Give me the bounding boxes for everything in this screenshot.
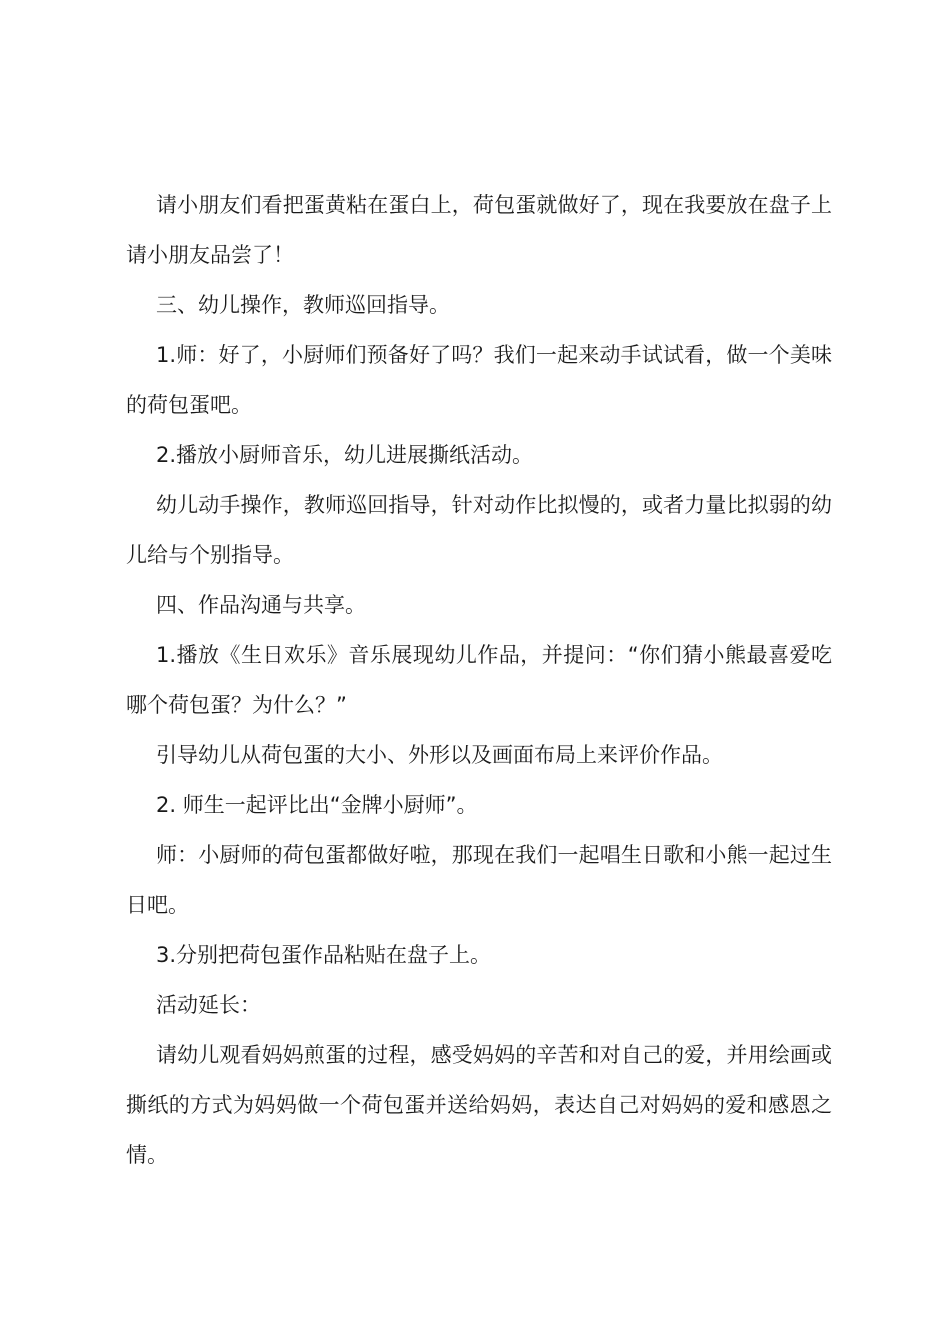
section-heading-extension: 活动延长： xyxy=(156,993,261,1017)
paragraph-show-works: 1.播放《生日欢乐》音乐展现幼儿作品，并提问：“你们猜小熊最喜爱吃哪个荷包蛋？为什么？” xyxy=(126,643,832,717)
section-heading-children-operate: 三、幼儿操作，教师巡回指导。 xyxy=(156,293,450,317)
paragraph-individual-guidance: 幼儿动手操作，教师巡回指导，针对动作比拟慢的，或者力量比拟弱的幼儿给与个别指导。 xyxy=(126,493,832,567)
paragraph-extension-activity: 请幼儿观看妈妈煎蛋的过程，感受妈妈的辛苦和对自己的爱，并用绘画或撕纸的方式为妈妈做一个荷包蛋并送给妈妈，表达自己对妈妈的爱和感恩之情。 xyxy=(126,1043,832,1167)
paragraph-teacher-prompt: 1.师：好了，小厨师们预备好了吗？我们一起来动手试试看，做一个美味的荷包蛋吧。 xyxy=(126,343,832,417)
paragraph-evaluate-works: 引导幼儿从荷包蛋的大小、外形以及画面布局上来评价作品。 xyxy=(156,743,723,767)
paragraph-paste-works: 3.分别把荷包蛋作品粘贴在盘子上。 xyxy=(156,943,492,967)
paragraph-birthday-song: 师：小厨师的荷包蛋都做好啦，那现在我们一起唱生日歌和小熊一起过生日吧。 xyxy=(126,843,832,917)
paragraph-serve-egg: 请小朋友们看把蛋黄粘在蛋白上，荷包蛋就做好了，现在我要放在盘子上请小朋友品尝了！ xyxy=(126,193,832,267)
paragraph-play-music: 2.播放小厨师音乐，幼儿进展撕纸活动。 xyxy=(156,443,534,467)
section-heading-share-works: 四、作品沟通与共享。 xyxy=(156,593,366,617)
document-body xyxy=(126,180,832,1180)
paragraph-gold-chef: 2. 师生一起评比出“金牌小厨师”。 xyxy=(156,793,478,817)
